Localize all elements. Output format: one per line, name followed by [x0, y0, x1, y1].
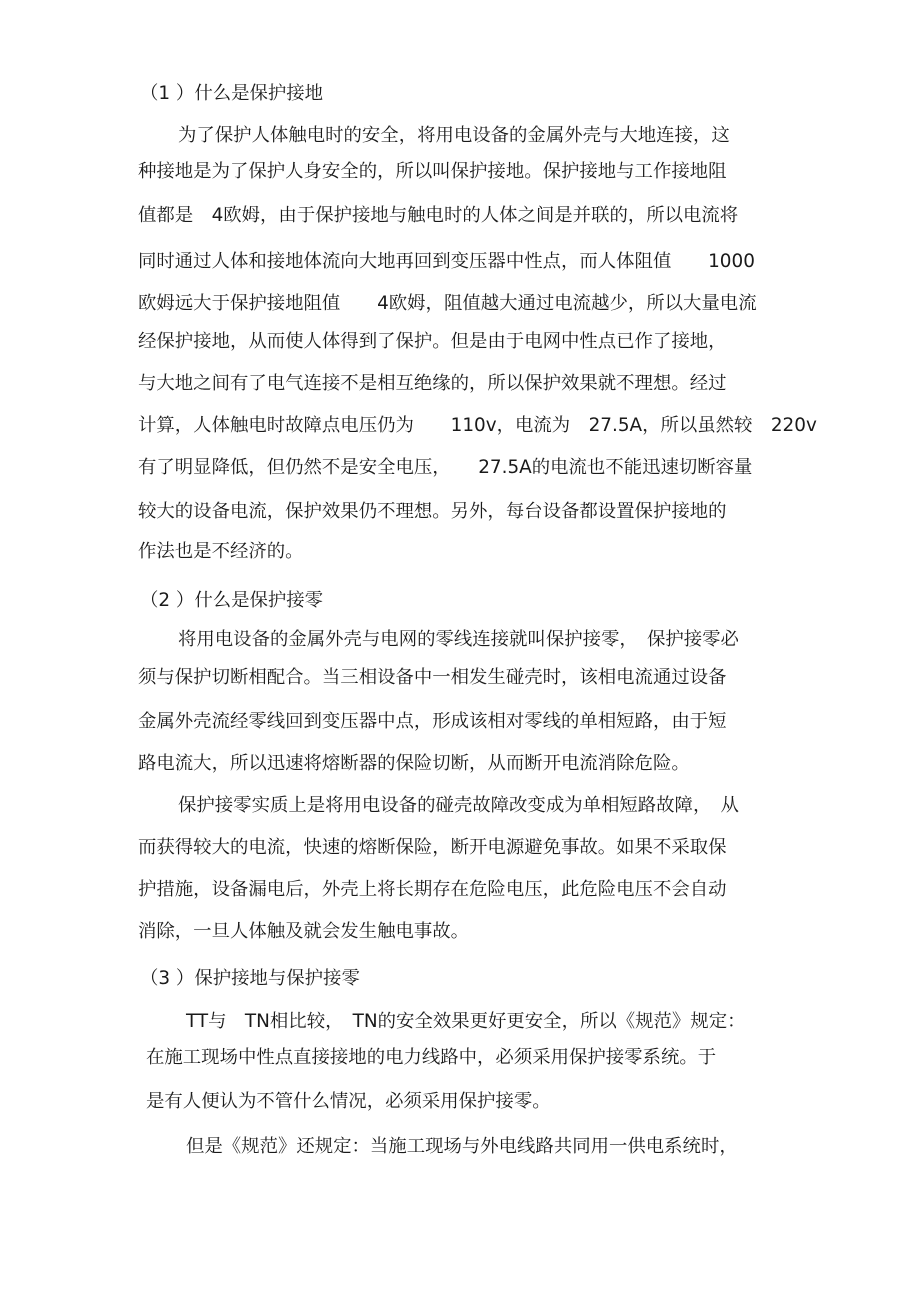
text-line: 是有人便认为不管什么情况，必须采用保护接零。 — [146, 1091, 551, 1112]
text-line: 而获得较大的电流，快速的熔断保险，断开电源避免事故。如果不采取保 — [138, 837, 727, 858]
text-line: 较大的设备电流，保护效果仍不理想。另外，每台设备都设置保护接地的 — [138, 501, 727, 522]
heading-1: （1 ）什么是保护接地 — [140, 83, 324, 104]
text-line: 作法也是不经济的。 — [138, 541, 304, 562]
heading-3: （3 ）保护接地与保护接零 — [140, 968, 360, 989]
text-line: 欧姆远大于保护接地阻值 4欧姆，阻值越大通过电流越少，所以大量电流 — [138, 293, 757, 314]
text-line: 经保护接地，从而使人体得到了保护。但是由于电网中性点已作了接地， — [138, 331, 727, 352]
text-line: 值都是 4欧姆，由于保护接地与触电时的人体之间是并联的，所以电流将 — [138, 205, 739, 226]
text-line: 消除，一旦人体触及就会发生触电事故。 — [138, 921, 470, 942]
text-line: 路电流大，所以迅速将熔断器的保险切断，从而断开电流消除危险。 — [138, 753, 690, 774]
text-line: 有了明显降低，但仍然不是安全电压， 27.5A的电流也不能迅速切断容量 — [138, 457, 753, 478]
text-line: 为了保护人体触电时的安全，将用电设备的金属外壳与大地连接，这 — [178, 125, 730, 146]
text-line: 计算，人体触电时故障点电压仍为 110v，电流为 27.5A，所以虽然较 220v — [138, 415, 817, 436]
text-line: 同时通过人体和接地体流向大地再回到变压器中性点，而人体阻值 1000 — [138, 251, 755, 272]
text-line: TT与 TN相比较， TN的安全效果更好更安全，所以《规范》规定： — [186, 1011, 746, 1032]
text-line: 种接地是为了保护人身安全的，所以叫保护接地。保护接地与工作接地阻 — [138, 161, 727, 182]
text-line: 须与保护切断相配合。当三相设备中一相发生碰壳时，该相电流通过设备 — [138, 667, 727, 688]
text-line: 与大地之间有了电气连接不是相互绝缘的，所以保护效果就不理想。经过 — [138, 373, 727, 394]
heading-2: （2 ）什么是保护接零 — [140, 590, 324, 611]
text-line: 在施工现场中性点直接接地的电力线路中，必须采用保护接零系统。于 — [146, 1047, 717, 1068]
text-line: 保护接零实质上是将用电设备的碰壳故障改变成为单相短路故障， 从 — [178, 795, 739, 816]
text-line: 将用电设备的金属外壳与电网的零线连接就叫保护接零， 保护接零必 — [178, 629, 739, 650]
text-line: 但是《规范》还规定：当施工现场与外电线路共同用一供电系统时， — [186, 1136, 738, 1157]
text-line: 金属外壳流经零线回到变压器中点，形成该相对零线的单相短路，由于短 — [138, 711, 727, 732]
text-line: 护措施，设备漏电后，外壳上将长期存在危险电压，此危险电压不会自动 — [138, 879, 727, 900]
